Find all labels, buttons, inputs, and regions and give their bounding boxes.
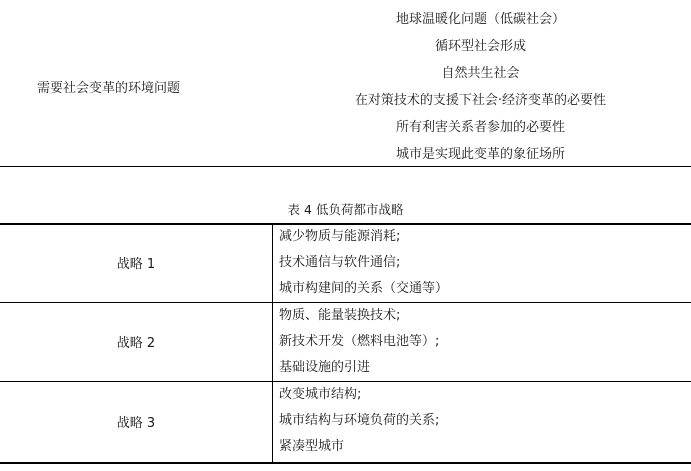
strategy-item: 城市结构与环境负荷的关系; xyxy=(279,413,440,428)
strategy-items xyxy=(279,224,448,302)
environment-issue-item: 循环型社会形成 xyxy=(434,39,526,54)
strategy-item: 减少物质与能源消耗; xyxy=(279,229,401,244)
strategy-item: 新技术开发（燃料电池等）; xyxy=(279,334,440,349)
environment-issue-item: 所有利害关系者参加的必要性 xyxy=(395,120,565,135)
environment-issue-item: 城市是实现此变革的象征场所 xyxy=(395,147,565,162)
strategy-label: 战略 1 xyxy=(116,257,156,272)
strategy-item: 基础设施的引进 xyxy=(279,360,371,375)
environment-issues-label: 需要社会变革的环境问题 xyxy=(37,81,181,96)
environment-issue-item: 在对策技术的支援下社会·经济变革的必要性 xyxy=(354,93,607,108)
environment-issue-item: 自然共生社会 xyxy=(441,66,520,81)
strategy-item: 技术通信与软件通信; xyxy=(279,255,401,270)
environment-issues-list xyxy=(270,6,691,168)
environment-issue-item: 地球温暖化问题（低碳社会） xyxy=(395,12,565,27)
strategy-item: 紧凑型城市 xyxy=(279,439,345,454)
strategy-label: 战略 2 xyxy=(116,336,156,351)
strategy-table-bottom-rule xyxy=(0,462,691,464)
table-caption: 表 4 低负荷都市战略 xyxy=(287,202,404,217)
strategy-item: 物质、能量装换技术; xyxy=(279,308,401,323)
strategy-items xyxy=(279,303,439,381)
strategy-item: 城市构建间的关系（交通等） xyxy=(279,281,449,296)
strategy-column-divider xyxy=(272,224,273,463)
strategy-label: 战略 3 xyxy=(116,416,156,431)
strategy-item: 改变城市结构; xyxy=(279,387,362,402)
strategy-items xyxy=(279,382,439,460)
